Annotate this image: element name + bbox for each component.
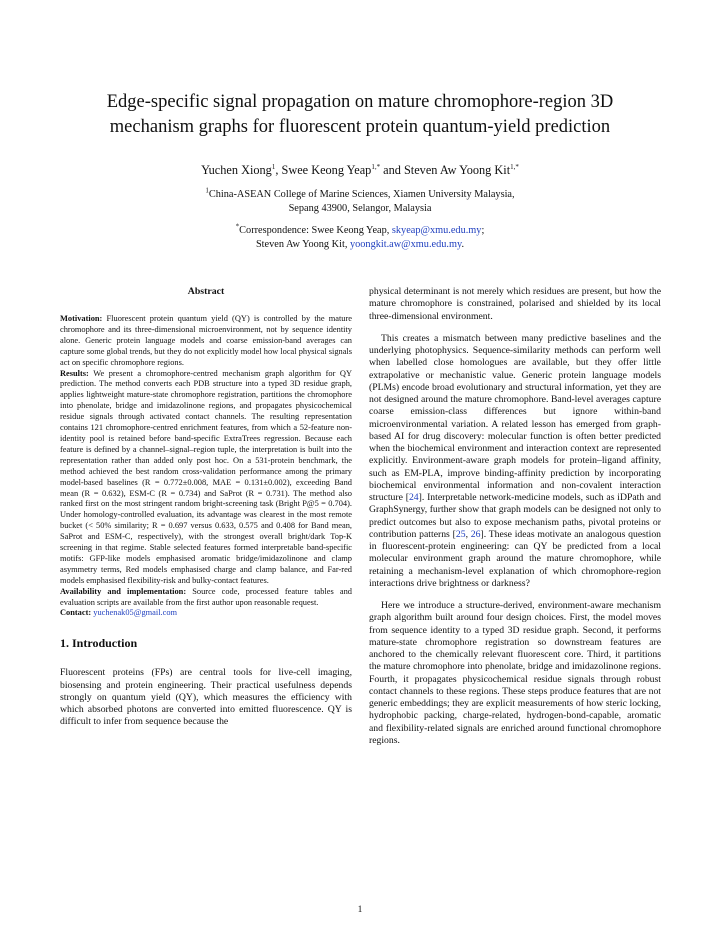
- paper-title-line-1: Edge-specific signal propagation on mature chromophore-region 3D: [106, 92, 614, 112]
- introduction-paragraph-2: [369, 333, 661, 590]
- contact-email-link[interactable]: yuchenak05@gmail.com: [93, 608, 178, 618]
- paragraph-text: This creates a mismatch between many predictive baselines and the underlying photophysics. Sequence-similarity methods can perform well when labelled close homologues are available, but they offer little extrapolative or mechanistic value. Generic protein language models (PLMs) encode broad evolutionary and structural information, yet they are not designed around the mature chromophore. Band-level averages capture coarse emission-class differences but ignore within-band microenvironmental variation. A related lesson has emerged from graph-based AI for drug discovery: molecular function is often better predicted when the biochemical environment and interaction context are represented explicitly. Environment-aware graph models for protein–ligand affinity, such as EM-PLA, improve binding-affinity prediction by incorporating biochemical environmental information and non-covalent interaction structure [: [369, 332, 661, 503]
- abstract-motivation-text: Fluorescent protein quantum yield (QY) is controlled by the mature chromophore and its three-dimensional microenvironment, not by sequence identity alone. Generic protein language models and coarse emission-band averages can capture some global trends, but they do not explicitly model how local physical signals act on specific chromophore regions.: [60, 314, 352, 367]
- author-list: [60, 162, 660, 178]
- affiliation-line-2: Sepang 43900, Selangor, Malaysia: [288, 203, 432, 214]
- left-column: [60, 286, 352, 729]
- introduction-heading: 1. Introduction: [60, 636, 138, 651]
- author-name: Steven Aw Yoong Kit: [403, 163, 511, 177]
- author-superscript: 1: [271, 162, 276, 171]
- paper-title: [60, 90, 660, 140]
- abstract-heading: Abstract: [187, 286, 225, 297]
- correspondence-punctuation: ;: [481, 225, 485, 236]
- page-number: 1: [357, 905, 363, 915]
- correspondence-punctuation: .: [461, 239, 465, 250]
- affiliation-superscript: 1: [205, 186, 209, 195]
- correspondence-text: Correspondence: Swee Keong Yeap,: [239, 225, 392, 236]
- paragraph-text: ]. Interpretable network-medicine models, such as iDPath and GraphSynergy, further show that graph models can be designed not only to predict outcomes but also to expose mechanism paths, pivotal proteins or contribution patterns [: [369, 492, 661, 540]
- abstract-availability-text: Source code, processed feature tables and evaluation scripts are available from the first author upon reasonable request.: [60, 586, 352, 607]
- right-column: [369, 286, 661, 747]
- correspondence-email-link[interactable]: skyeap@xmu.edu.my: [391, 225, 482, 236]
- abstract-results-text: We present a chromophore-centred mechanism graph algorithm for QY prediction. The method converts each PDB structure into a typed 3D residue graph, applies lightweight mature-state chromophore registration, partitions the chromophore into phenolate, bridge and imidazolinone regions, and propagates physicochemical residue signals through activated contact channels. The resulting representation contains 121 chromophore-centred enrichment features, from which a 52-feature non-identity pool is retained before band-specific ExtraTrees regression. Because each feature is defined by a channel–signal–region tuple, the interpretation is built into the representation rather than added only post hoc. On a 531-protein benchmark, the method achieved the best random cross-validation performance among the primary model-based baselines (R = 0.772±0.008, MAE = 0.131±0.002), exceeding Band mean (R = 0.632), ESM-C (R = 0.734) and SaProt (R = 0.731). The method also ranked first on the most stringent random bright-screening task (Bright P@5 = 0.704). Under homology-controlled evaluation, its advantage was clearest in the most remote bucket (< 50% similarity; R = 0.697 versus 0.633, 0.575 and 0.408 for Band mean, SaProt and ESM-C, respectively), with the strongest overall bright/dark Top-K screening in that regime. Stable selected features formed interpretable band-specific motifs: GFP-like models emphasised aromatic bridge/imidazolinone and clamp asymmetry terms, Red models emphasised charge and clamp balance, and Far-red models emphasised flexibility-risk and bulky-contact features.: [60, 368, 352, 585]
- abstract-results: [60, 369, 352, 587]
- citation-link[interactable]: 25: [455, 528, 466, 540]
- citation-link[interactable]: 24: [408, 492, 419, 503]
- author-separator: ,: [275, 163, 282, 177]
- abstract-motivation-label: Motivation:: [60, 314, 103, 323]
- author-separator: and: [380, 163, 404, 177]
- abstract-results-label: Results:: [60, 368, 89, 378]
- abstract-motivation: [60, 314, 352, 369]
- citation-separator: ,: [465, 528, 471, 540]
- arxiv-identifier-stamp: [14, 258, 48, 678]
- author-superscript: 1,*: [371, 162, 381, 171]
- introduction-paragraph-3: Here we introduce a structure-derived, environment-aware mechanism graph algorithm built around four design choices. First, the model moves from sequence identity to a typed 3D residue graph. Second, it performs mature-state chromophore registration so downstream features are anchored to the chemically relevant fluorescent core. Third, it partitions the mature chromophore into phenolate, bridge and imidazolinone regions. Fourth, it propagates physicochemical residue signals through robust contact channels to these regions. These steps produce features that are not generic embeddings; they are explicit measurements of how steric locking, hydrophobic packing, charge-related, hydrogen-bond-capable, aromatic and flexibility-related signals are enriched around functional chromophore regions.: [369, 600, 661, 746]
- citation-link[interactable]: 26: [470, 528, 481, 540]
- introduction-paragraph-1: Fluorescent proteins (FPs) are central tools for live-cell imaging, biosensing and protein engineering. Their practical usefulness depends strongly on quantum yield (QY), which measures the efficiency with which absorbed photons are converted into emitted fluorescence. QY is difficult to infer from sequence because the: [60, 667, 352, 728]
- abstract-availability: [60, 587, 352, 609]
- abstract-contact: [60, 608, 352, 619]
- paragraph-text: ]. These ideas motivate an analogous question in fluorescent-protein engineering: can QY be predicted from a local molecular environment graph around the mature chromophore, while retaining a mechanism-level explanation of which chromophore-region interactions drive brightness or darkness?: [369, 528, 662, 589]
- abstract-contact-label: Contact:: [60, 608, 92, 618]
- abstract-availability-label: Availability and implementation:: [60, 586, 187, 596]
- correspondence-text: Steven Aw Yoong Kit,: [255, 239, 350, 250]
- author-name: Swee Keong Yeap: [281, 163, 372, 177]
- paper-title-line-2: mechanism graphs for fluorescent protein quantum-yield prediction: [109, 117, 611, 137]
- author-name: Yuchen Xiong: [201, 163, 272, 177]
- author-superscript: 1,*: [510, 162, 519, 171]
- correspondence-asterisk: *: [235, 222, 240, 231]
- correspondence: [60, 224, 660, 252]
- affiliation: [60, 188, 660, 216]
- correspondence-email-link[interactable]: yoongkit.aw@xmu.edu.my: [349, 239, 462, 250]
- affiliation-line-1: China-ASEAN College of Marine Sciences, Xiamen University Malaysia,: [208, 189, 515, 200]
- introduction-paragraph-1-continued: physical determinant is not merely which residues are present, but how the mature chromophore is constrained, polarised and shielded by its local three-dimensional environment.: [369, 286, 661, 322]
